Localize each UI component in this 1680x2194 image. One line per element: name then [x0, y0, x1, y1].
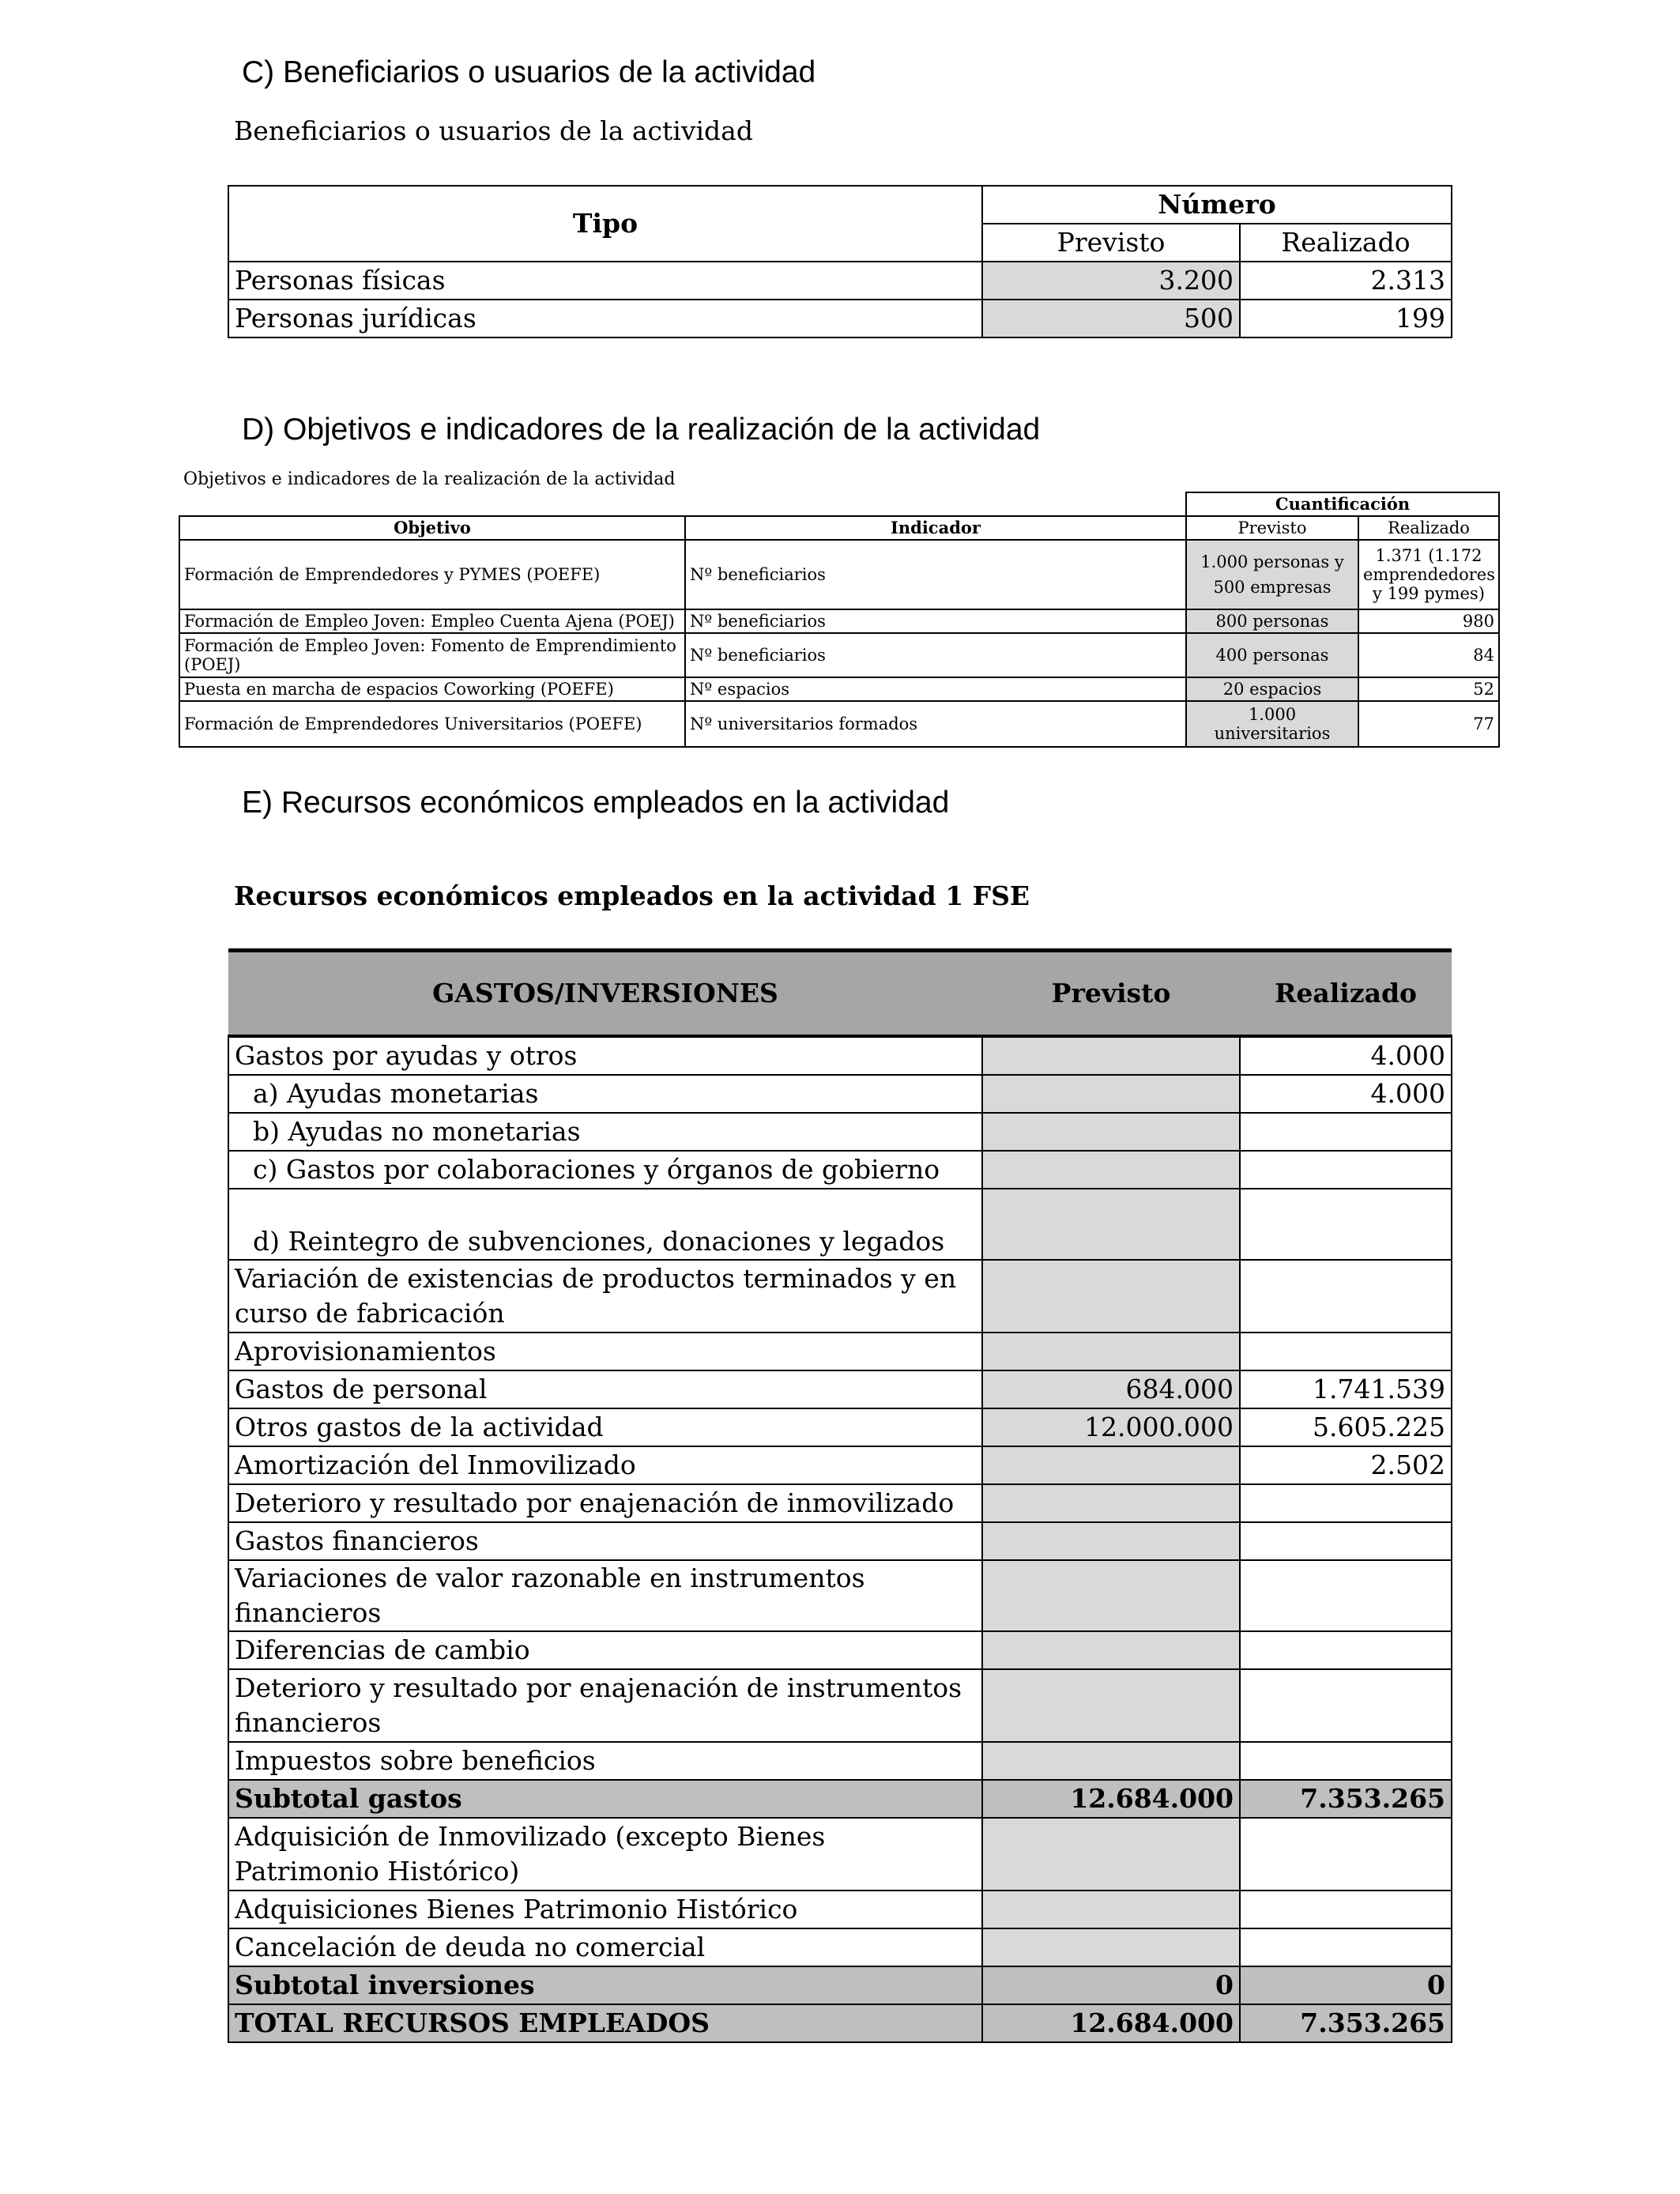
cell-label: Otros gastos de la actividad [228, 1408, 982, 1446]
cell-previsto [982, 1189, 1240, 1260]
cell-realizado: 980 [1358, 609, 1499, 633]
header-indicador: Indicador [685, 516, 1186, 540]
cell-indicador: Nº espacios [685, 677, 1186, 701]
cell-realizado: 2.313 [1240, 262, 1452, 300]
table-row [179, 633, 1499, 677]
cell-label: Cancelación de deuda no comercial [228, 1928, 982, 1966]
header-previsto: Previsto [982, 951, 1240, 1037]
beneficiarios-table [228, 185, 1452, 338]
cell-realizado [1240, 1522, 1452, 1560]
section-c-heading: C) Beneficiarios o usuarios de la actividad [242, 55, 816, 89]
table-row [228, 1484, 1452, 1522]
section-c-subtitle: Beneficiarios o usuarios de la actividad [234, 115, 753, 146]
table-row [228, 1075, 1452, 1113]
cell-realizado: 7.353.265 [1240, 2004, 1452, 2042]
table-row [228, 1408, 1452, 1446]
cell-previsto: 0 [982, 1966, 1240, 2004]
cell-previsto: 3.200 [982, 262, 1240, 300]
cell-label: Variaciones de valor razonable en instrumentos financieros [228, 1560, 982, 1631]
cell-realizado [1240, 1631, 1452, 1669]
table-row [228, 1631, 1452, 1669]
cell-label: Gastos financieros [228, 1522, 982, 1560]
cell-label: Gastos de personal [228, 1370, 982, 1408]
header-numero: Número [982, 186, 1452, 224]
cell-realizado: 52 [1358, 677, 1499, 701]
cell-previsto [982, 1891, 1240, 1928]
cell-previsto [982, 1928, 1240, 1966]
cell-realizado [1240, 1333, 1452, 1370]
table-row [179, 701, 1499, 747]
cell-realizado [1240, 1189, 1452, 1260]
cell-realizado: 84 [1358, 633, 1499, 677]
section-d-heading: D) Objetivos e indicadores de la realización de la actividad [242, 413, 1041, 447]
cell-previsto: 400 personas [1186, 633, 1358, 677]
table-row [228, 1891, 1452, 1928]
cell-previsto: 684.000 [982, 1370, 1240, 1408]
table-row [228, 1370, 1452, 1408]
cell-previsto: 1.000 personas y 500 empresas [1186, 540, 1358, 609]
header-realizado: Realizado [1240, 951, 1452, 1037]
cell-realizado: 0 [1240, 1966, 1452, 2004]
table-row [228, 1113, 1452, 1151]
cell-label: Subtotal inversiones [228, 1966, 982, 2004]
cell-label: Impuestos sobre beneficios [228, 1742, 982, 1780]
cell-previsto: 500 [982, 300, 1240, 337]
cell-label: Adquisición de Inmovilizado (excepto Bienes Patrimonio Histórico) [228, 1818, 982, 1891]
cell-previsto: 12.000.000 [982, 1408, 1240, 1446]
table-row [228, 1742, 1452, 1780]
cell-label: Deterioro y resultado por enajenación de inmovilizado [228, 1484, 982, 1522]
table-row [228, 1446, 1452, 1484]
header-realizado: Realizado [1358, 516, 1499, 540]
cell-label: Adquisiciones Bienes Patrimonio Histórico [228, 1891, 982, 1928]
table-row [228, 1333, 1452, 1370]
cell-previsto [982, 1669, 1240, 1742]
table-row [228, 1560, 1452, 1631]
cell-previsto: 800 personas [1186, 609, 1358, 633]
recursos-table [228, 948, 1452, 2043]
cell-previsto [982, 1075, 1240, 1113]
cell-realizado [1240, 1151, 1452, 1189]
cell-objetivo: Formación de Emprendedores y PYMES (POEFE) [179, 540, 685, 609]
section-e-heading: E) Recursos económicos empleados en la actividad [242, 786, 950, 820]
cell-realizado: 2.502 [1240, 1446, 1452, 1484]
cell-realizado: 1.371 (1.172 emprendedores y 199 pymes) [1358, 540, 1499, 609]
cell-realizado [1240, 1560, 1452, 1631]
cell-previsto [982, 1560, 1240, 1631]
table-row [228, 1966, 1452, 2004]
cell-previsto: 12.684.000 [982, 1780, 1240, 1818]
table-row [179, 609, 1499, 633]
table-row [228, 262, 1452, 300]
cell-realizado [1240, 1818, 1452, 1891]
table-row [228, 1260, 1452, 1333]
header-tipo: Tipo [228, 186, 982, 262]
table-row [228, 1522, 1452, 1560]
cell-indicador: Nº beneficiarios [685, 609, 1186, 633]
cell-realizado: 4.000 [1240, 1075, 1452, 1113]
cell-label: TOTAL RECURSOS EMPLEADOS [228, 2004, 982, 2042]
cell-label: Variación de existencias de productos terminados y en curso de fabricación [228, 1260, 982, 1333]
table-row [228, 1669, 1452, 1742]
header-previsto: Previsto [982, 224, 1240, 262]
section-e-subtitle: Recursos económicos empleados en la actividad 1 FSE [234, 880, 1030, 911]
cell-realizado [1240, 1484, 1452, 1522]
table-row [228, 300, 1452, 337]
cell-label: Gastos por ayudas y otros [228, 1036, 982, 1075]
header-objetivo: Objetivo [179, 516, 685, 540]
header-gastos-inversiones: GASTOS/INVERSIONES [228, 951, 982, 1037]
cell-realizado: 5.605.225 [1240, 1408, 1452, 1446]
cell-label: Subtotal gastos [228, 1780, 982, 1818]
cell-previsto [982, 1522, 1240, 1560]
table-row [228, 1818, 1452, 1891]
cell-previsto [982, 1260, 1240, 1333]
cell-objetivo: Formación de Emprendedores Universitarios (POEFE) [179, 701, 685, 747]
cell-tipo: Personas jurídicas [228, 300, 982, 337]
cell-label: Aprovisionamientos [228, 1333, 982, 1370]
cell-tipo: Personas físicas [228, 262, 982, 300]
table-row [228, 1036, 1452, 1075]
cell-realizado [1240, 1113, 1452, 1151]
cell-realizado [1240, 1742, 1452, 1780]
cell-objetivo: Formación de Empleo Joven: Fomento de Emprendimiento (POEJ) [179, 633, 685, 677]
cell-objetivo: Formación de Empleo Joven: Empleo Cuenta Ajena (POEJ) [179, 609, 685, 633]
table-row [228, 1780, 1452, 1818]
cell-previsto [982, 1446, 1240, 1484]
objetivos-table [179, 492, 1500, 748]
cell-objetivo: Puesta en marcha de espacios Coworking (POEFE) [179, 677, 685, 701]
cell-realizado: 4.000 [1240, 1036, 1452, 1075]
cell-previsto: 1.000 universitarios [1186, 701, 1358, 747]
cell-label: c) Gastos por colaboraciones y órganos de gobierno [228, 1151, 982, 1189]
cell-realizado [1240, 1260, 1452, 1333]
cell-previsto [982, 1151, 1240, 1189]
section-d-subtitle: Objetivos e indicadores de la realización de la actividad [183, 469, 676, 489]
cell-previsto [982, 1113, 1240, 1151]
cell-previsto [982, 1818, 1240, 1891]
table-row [179, 540, 1499, 609]
cell-label: Deterioro y resultado por enajenación de instrumentos financieros [228, 1669, 982, 1742]
table-row [228, 2004, 1452, 2042]
cell-previsto: 12.684.000 [982, 2004, 1240, 2042]
cell-indicador: Nº beneficiarios [685, 540, 1186, 609]
cell-indicador: Nº universitarios formados [685, 701, 1186, 747]
cell-realizado [1240, 1891, 1452, 1928]
cell-realizado: 199 [1240, 300, 1452, 337]
cell-realizado [1240, 1669, 1452, 1742]
cell-realizado [1240, 1928, 1452, 1966]
cell-realizado: 7.353.265 [1240, 1780, 1452, 1818]
cell-realizado: 1.741.539 [1240, 1370, 1452, 1408]
cell-label: b) Ayudas no monetarias [228, 1113, 982, 1151]
header-cuantificacion: Cuantificación [1186, 492, 1499, 516]
header-previsto: Previsto [1186, 516, 1358, 540]
table-row [228, 1189, 1452, 1260]
table-row [179, 677, 1499, 701]
cell-label: Diferencias de cambio [228, 1631, 982, 1669]
table-row [228, 1928, 1452, 1966]
cell-previsto: 20 espacios [1186, 677, 1358, 701]
cell-realizado: 77 [1358, 701, 1499, 747]
cell-previsto [982, 1631, 1240, 1669]
cell-previsto [982, 1742, 1240, 1780]
header-realizado: Realizado [1240, 224, 1452, 262]
cell-previsto [982, 1484, 1240, 1522]
cell-previsto [982, 1036, 1240, 1075]
table-row [228, 1151, 1452, 1189]
cell-previsto [982, 1333, 1240, 1370]
cell-label: Amortización del Inmovilizado [228, 1446, 982, 1484]
cell-label: d) Reintegro de subvenciones, donaciones y legados [228, 1189, 982, 1260]
cell-indicador: Nº beneficiarios [685, 633, 1186, 677]
cell-label: a) Ayudas monetarias [228, 1075, 982, 1113]
